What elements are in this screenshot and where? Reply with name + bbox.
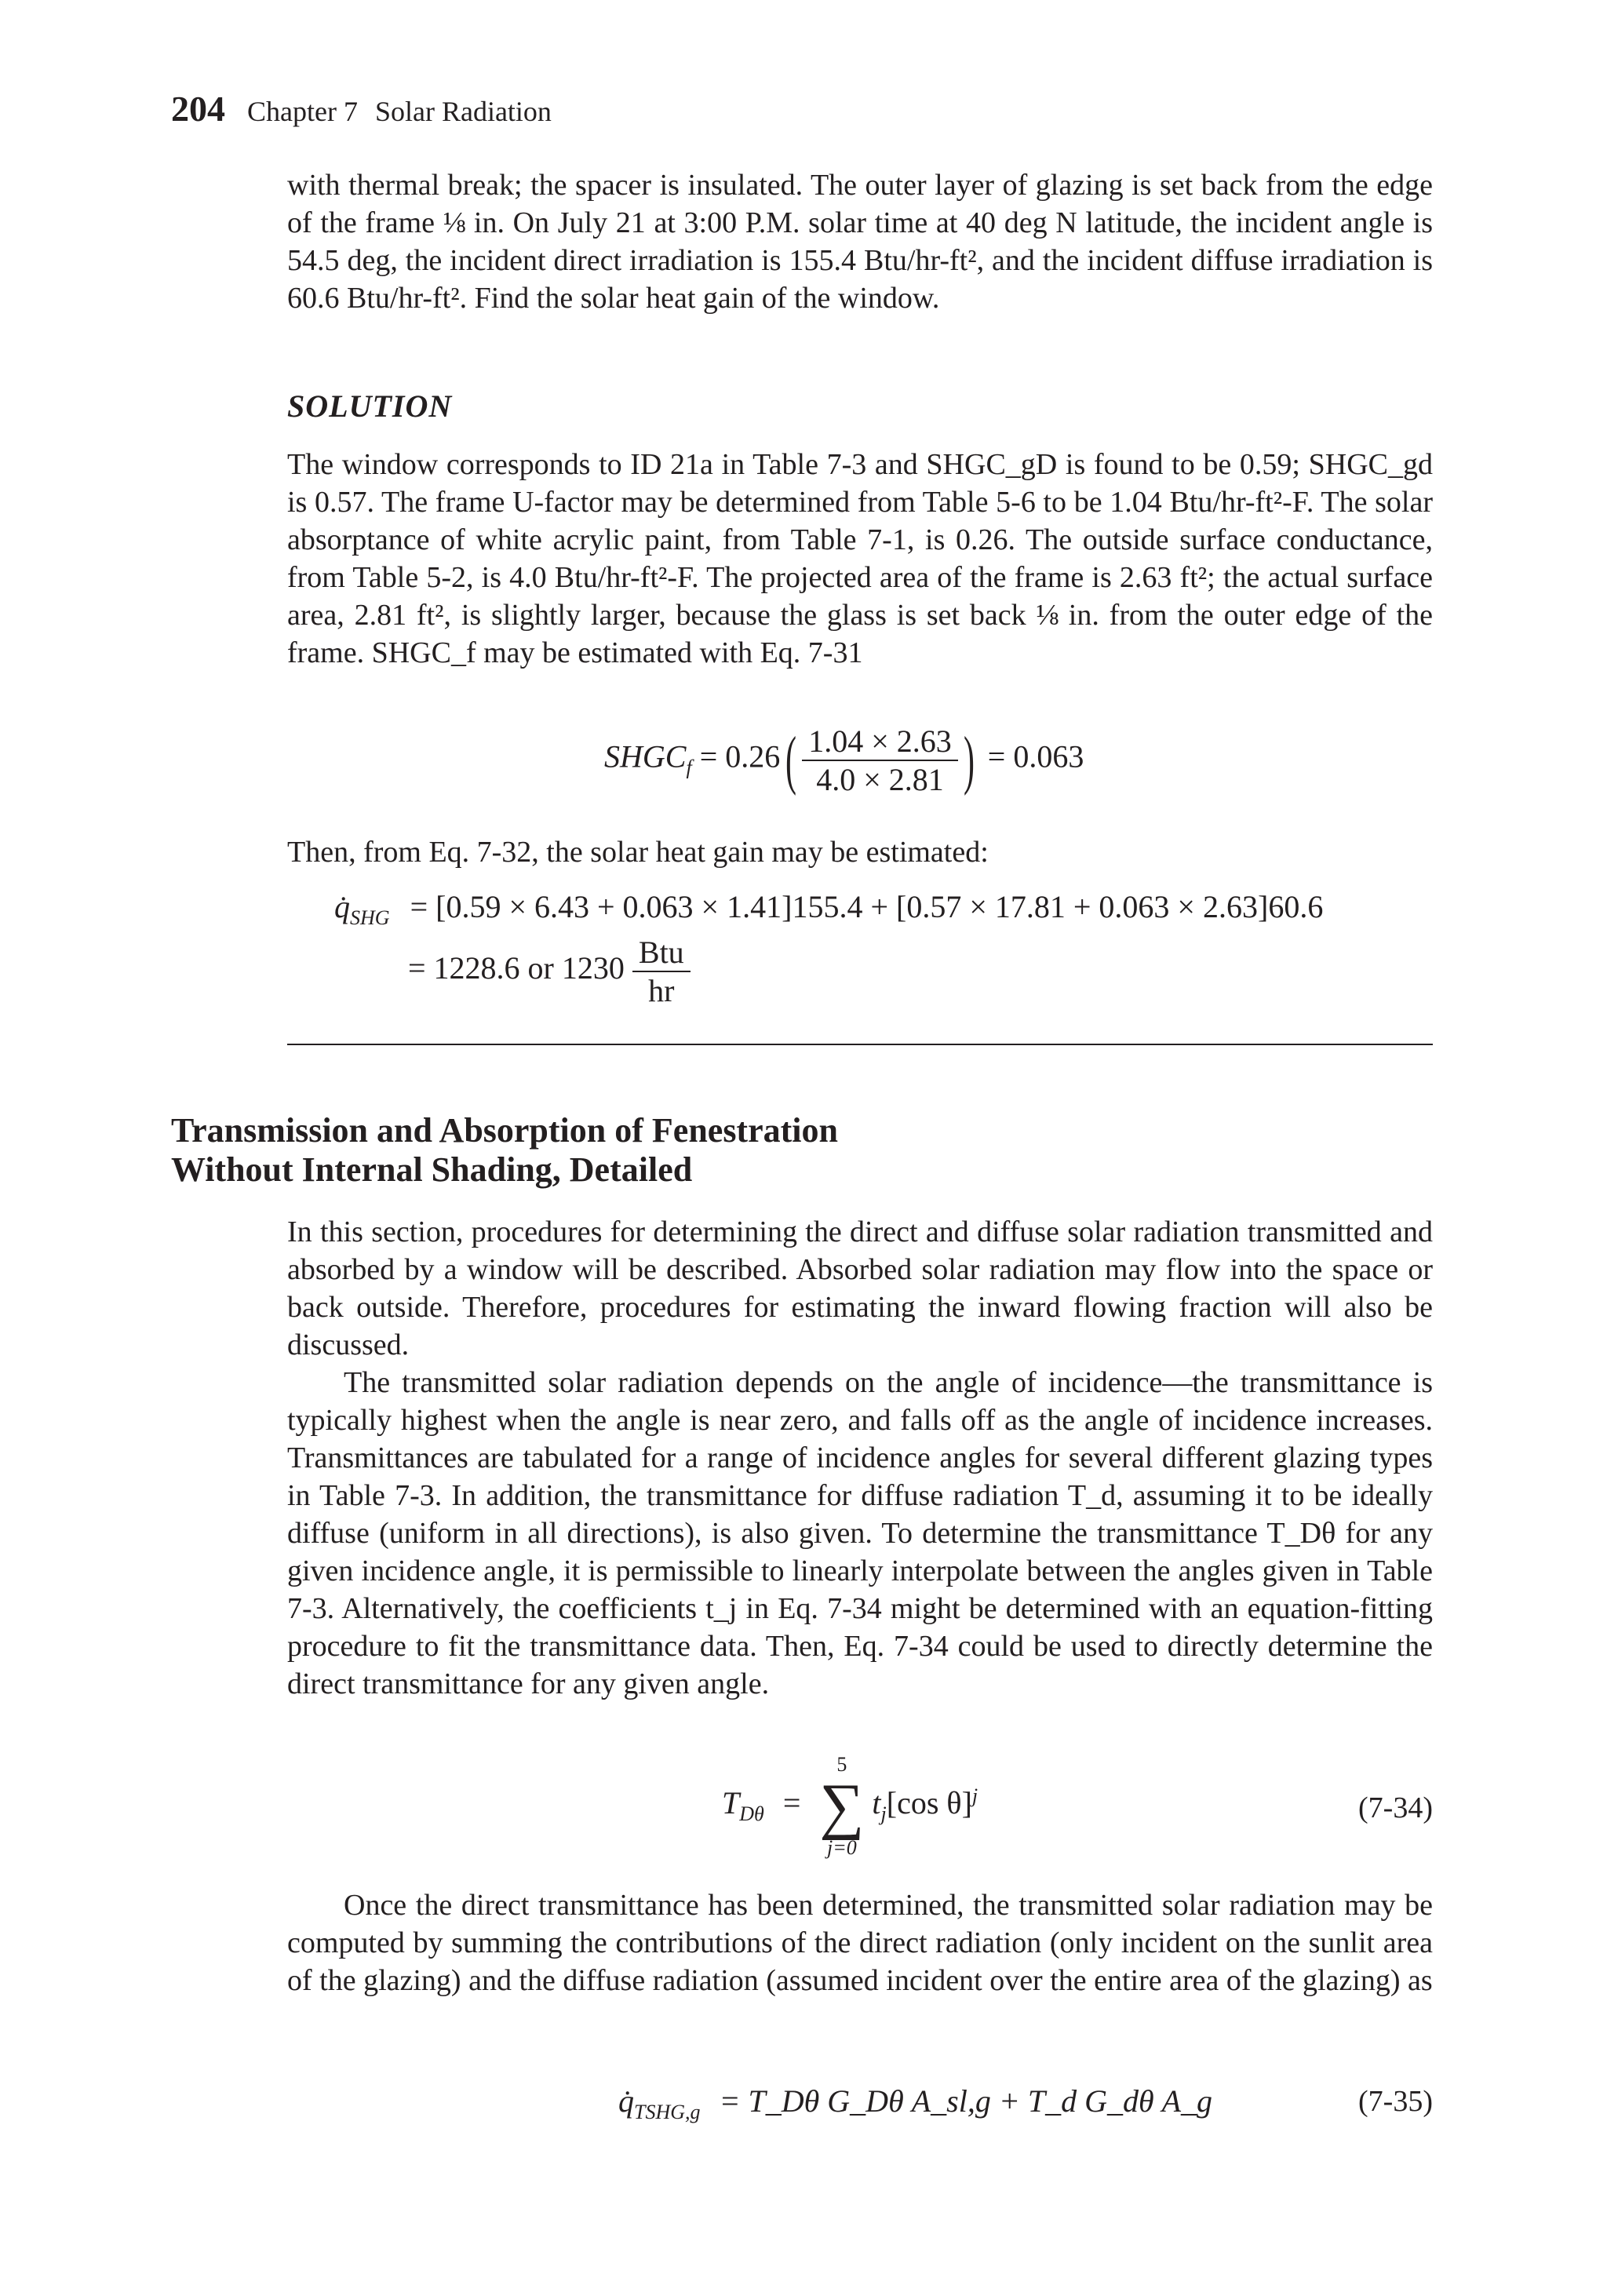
page-number: 204 — [171, 89, 225, 129]
eq1-denominator: 4.0 × 2.81 — [816, 761, 944, 797]
eq734-lower: j=0 — [827, 1836, 857, 1859]
eq2-line2: = 1228.6 or 1230 — [408, 950, 625, 986]
eq1-coef: = 0.26 — [699, 738, 781, 774]
eq2-lhs-sub: SHG — [350, 906, 390, 929]
eq735-number: (7-35) — [1358, 2085, 1433, 2118]
section-paragraph-3: Once the direct transmittance has been determined, the transmitted solar radiation may be computed by summing the contributions of the direct radiation (only incident on the sunlit area of the glazing) and the diffuse radiation (assumed incident over the entire area of the glazing) as — [287, 1889, 1433, 1997]
solution-heading: SOLUTION — [287, 388, 453, 424]
solution-end-rule — [287, 1044, 1433, 1045]
example-problem-text — [287, 166, 1433, 317]
example-paragraph: with thermal break; the spacer is insulated. The outer layer of glazing is set back from the edge of the frame ⅛ in. On July 21 at 3:00 P.M. solar time at 40 deg N latitude, the incident angle is 54.5 deg, the incident direct irradiation is 155.4 Btu/hr-ft², and the incident diffuse irradiation is 60.6 Btu/hr-ft². Find the solar heat gain of the window. — [287, 169, 1433, 315]
solution-text — [287, 446, 1433, 672]
solution-paragraph: The window corresponds to ID 21a in Table 7-3 and SHGC_gD is found to be 0.59; SHGC_gd is 0.57. The frame U-factor may be determined from Table 5-6 to be 1.04 Btu/hr-ft²-F. The solar absorptance of white acrylic paint, from Table 7-1, is 0.26. The outside surface conductance, from Table 5-2, is 4.0 Btu/hr-ft²-F. The projected area of the frame is 2.63 ft²; the actual surface area, 2.81 ft², is slightly larger, because the glass is set back ⅛ in. from the outer edge of the frame. SHGC_f may be estimated with Eq. 7-31 — [287, 448, 1433, 669]
section-heading-line1: Transmission and Absorption of Fenestration — [171, 1111, 838, 1150]
section-heading-line2: Without Internal Shading, Detailed — [171, 1150, 693, 1189]
eq734-exp: j — [971, 1784, 978, 1807]
eq734-number: (7-34) — [1358, 1791, 1433, 1824]
eq1-numerator: 1.04 × 2.63 — [802, 723, 958, 761]
eq734-term: t — [872, 1785, 881, 1821]
eq2-unit-den: hr — [648, 973, 675, 1008]
chapter-label: Chapter 7 — [247, 96, 358, 127]
eq2-unit-fraction — [632, 934, 691, 1009]
eq734-lhs: T — [722, 1785, 740, 1821]
eq734-sum — [819, 1755, 864, 1858]
equation-7-34 — [722, 1755, 978, 1858]
eq735-rhs: = T_Dθ G_Dθ A_sl,g + T_d G_dθ A_g — [719, 2083, 1213, 2119]
then-paragraph: Then, from Eq. 7-32, the solar heat gain may be estimated: — [287, 836, 989, 869]
eq2-unit-num: Btu — [632, 934, 691, 972]
then-text — [287, 833, 1433, 871]
chapter-title: Solar Radiation — [374, 96, 552, 127]
eq735-lhs-sub: TSHG,g — [634, 2101, 701, 2123]
section-heading — [171, 1111, 1270, 1190]
eq2-line1: = [0.59 × 6.43 + 0.063 × 1.41]155.4 + [0.57 × 17.81 + 0.063 × 2.63]60.6 — [410, 889, 1324, 924]
eq1-result: = 0.063 — [987, 738, 1084, 774]
eq1-close-paren: ) — [963, 723, 975, 796]
equation-qshg — [334, 888, 1323, 930]
eq734-equals: = — [782, 1785, 801, 1821]
eq734-term-sub: j — [880, 1802, 887, 1826]
section-paragraph-1: In this section, procedures for determining the direct and diffuse solar radiation transmitted and absorbed by a window will be described. Absorbed solar radiation may flow into the space or back outside. Therefore, procedures for estimating the inward flowing fraction will also be discussed. — [287, 1215, 1433, 1361]
eq1-lhs-sub: f — [686, 756, 692, 779]
eq1-lhs: SHGC — [604, 738, 687, 774]
section-text — [287, 1213, 1433, 1703]
sigma-icon: ∑ — [819, 1772, 865, 1841]
equation-7-35 — [618, 2083, 1212, 2124]
section-paragraph-2: The transmitted solar radiation depends on the angle of incidence—the transmittance is typically highest when the angle is near zero, and falls off as the angle of incidence increases. Transmittances are tabulated for a range of incidence angles for several different glazing types in Table 7-3. In addition, the transmittance for diffuse radiation T_d, assuming it to be ideally diffuse (uniform in all directions), is also given. To determine the transmittance T_Dθ for any given incidence angle, it is permissible to linearly interpolate between the angles given in Table 7-3. Alternatively, the coefficients t_j in Eq. 7-34 might be determined with an equation-fitting procedure to fit the transmittance data. Then, Eq. 7-34 could be used to directly determine the direct transmittance for any given angle. — [287, 1366, 1433, 1700]
eq734-upper: 5 — [836, 1753, 847, 1776]
eq1-fraction — [802, 723, 958, 798]
equation-shgc-f — [604, 722, 1084, 798]
eq2-lhs: q̇ — [334, 889, 350, 924]
equation-qshg-result — [408, 934, 691, 1009]
section-text-2 — [287, 1886, 1433, 1999]
running-header — [171, 88, 552, 129]
eq735-lhs: q̇ — [618, 2083, 634, 2119]
eq1-open-paren: ( — [785, 723, 797, 796]
eq734-bracket: [cos θ] — [886, 1785, 972, 1821]
eq734-lhs-sub: Dθ — [739, 1802, 764, 1826]
